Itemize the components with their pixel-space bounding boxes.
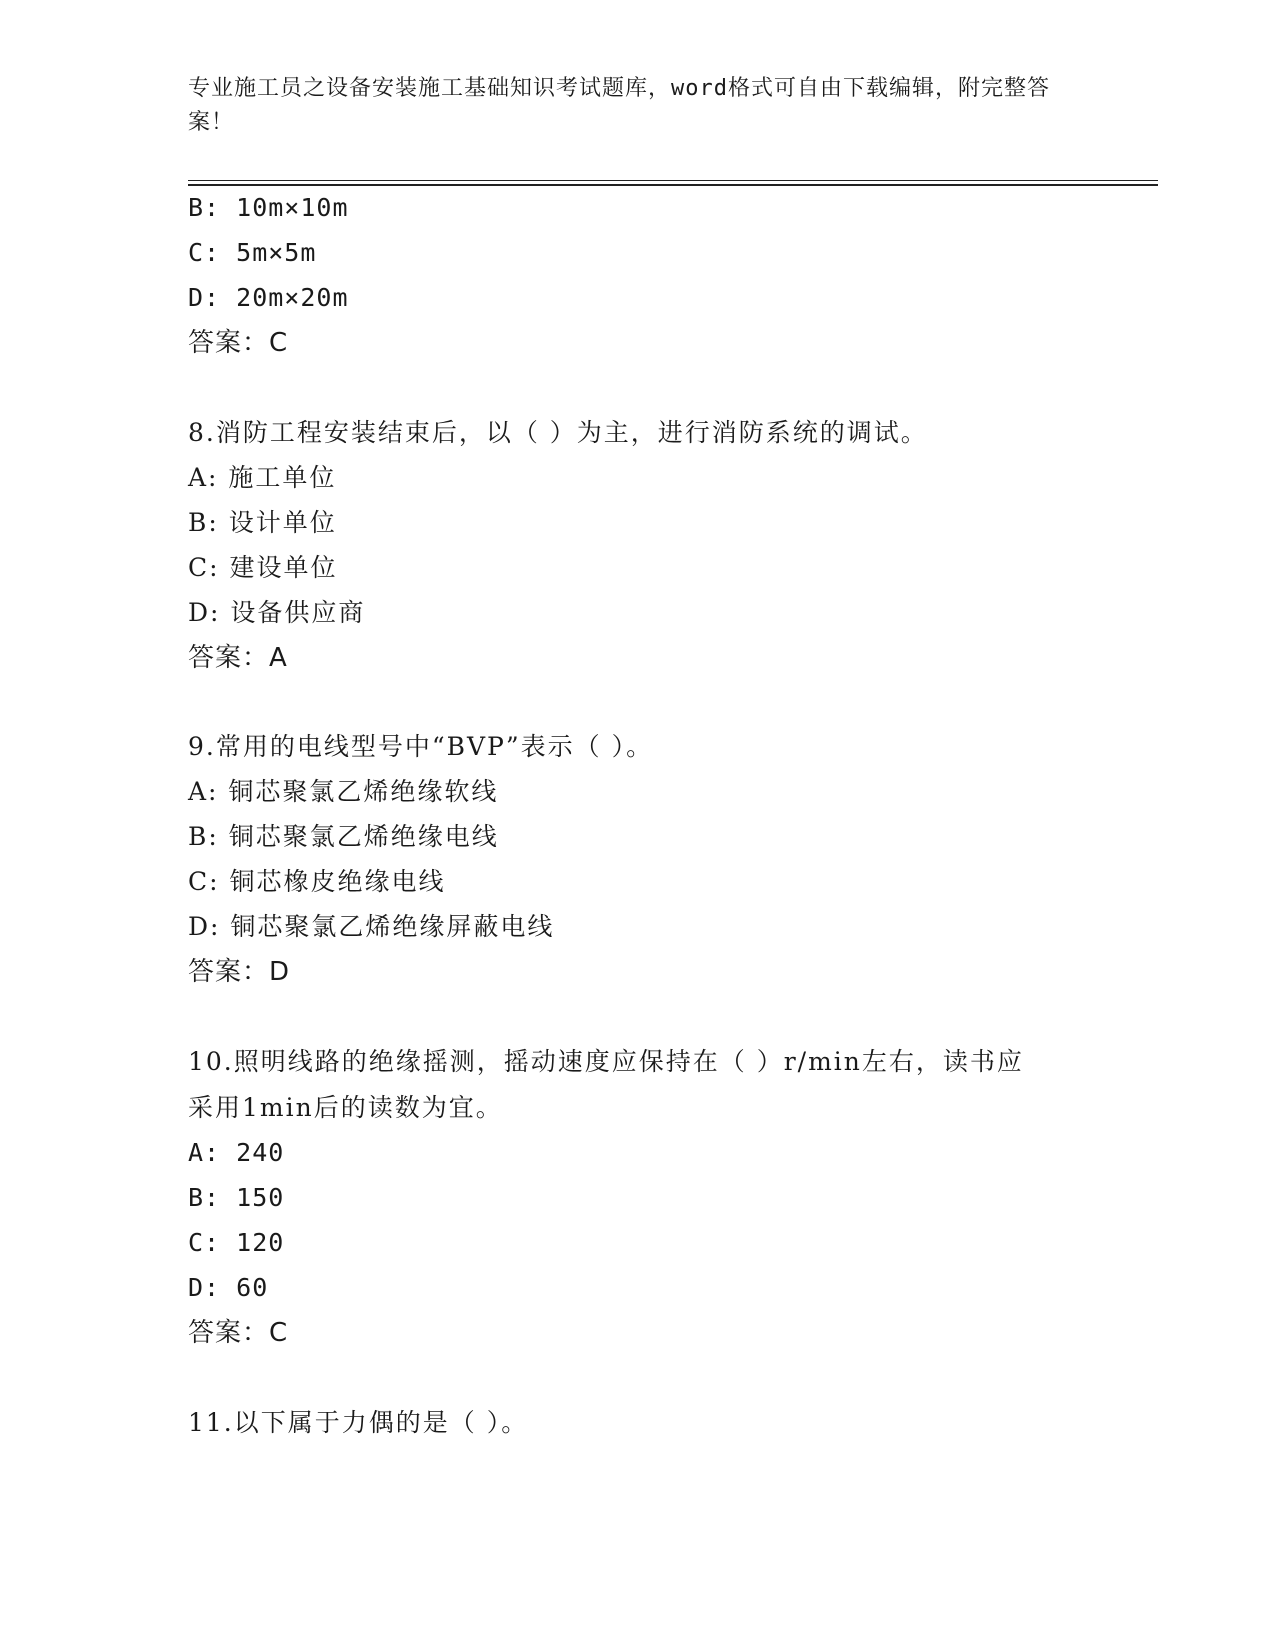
q7-option-b: B: 10m×10m	[188, 193, 349, 222]
page-header: 专业施工员之设备安装施工基础知识考试题库，word格式可自由下载编辑，附完整答案！	[188, 76, 1050, 135]
q8-option-a: A: 施工单位	[188, 463, 337, 492]
header-divider-thick	[188, 184, 1158, 186]
q8-option-d: D: 设备供应商	[188, 598, 366, 627]
q9-option-b: B: 铜芯聚氯乙烯绝缘电线	[188, 822, 499, 851]
q10-option-d: D: 60	[188, 1273, 269, 1302]
q9-option-a: A: 铜芯聚氯乙烯绝缘软线	[188, 777, 499, 806]
q11-question: 11.以下属于力偶的是（ ）。	[188, 1408, 529, 1437]
header-divider-thin	[188, 180, 1158, 181]
q9-question: 9.常用的电线型号中“BVP”表示（ ）。	[188, 732, 654, 761]
q9-answer: 答案：D	[188, 957, 291, 987]
q9-option-c: C: 铜芯橡皮绝缘电线	[188, 867, 446, 896]
q10-answer: 答案：C	[188, 1318, 289, 1348]
q10-question-line2: 采用1min后的读数为宜。	[188, 1093, 503, 1122]
q7-option-d: D: 20m×20m	[188, 283, 349, 312]
q7-option-c: C: 5m×5m	[188, 238, 317, 267]
q8-answer: 答案：A	[188, 643, 288, 673]
q10-option-c: C: 120	[188, 1228, 285, 1257]
q7-answer: 答案：C	[188, 328, 289, 358]
q8-option-c: C: 建设单位	[188, 553, 338, 582]
q10-option-a: A: 240	[188, 1138, 285, 1167]
q8-question: 8.消防工程安装结束后，以（ ）为主，进行消防系统的调试。	[188, 418, 928, 447]
q10-question-line1: 10.照明线路的绝缘摇测，摇动速度应保持在（ ）r/min左右，读书应	[188, 1047, 1024, 1076]
q10-option-b: B: 150	[188, 1183, 285, 1212]
q8-option-b: B: 设计单位	[188, 508, 337, 537]
q9-option-d: D: 铜芯聚氯乙烯绝缘屏蔽电线	[188, 912, 555, 941]
